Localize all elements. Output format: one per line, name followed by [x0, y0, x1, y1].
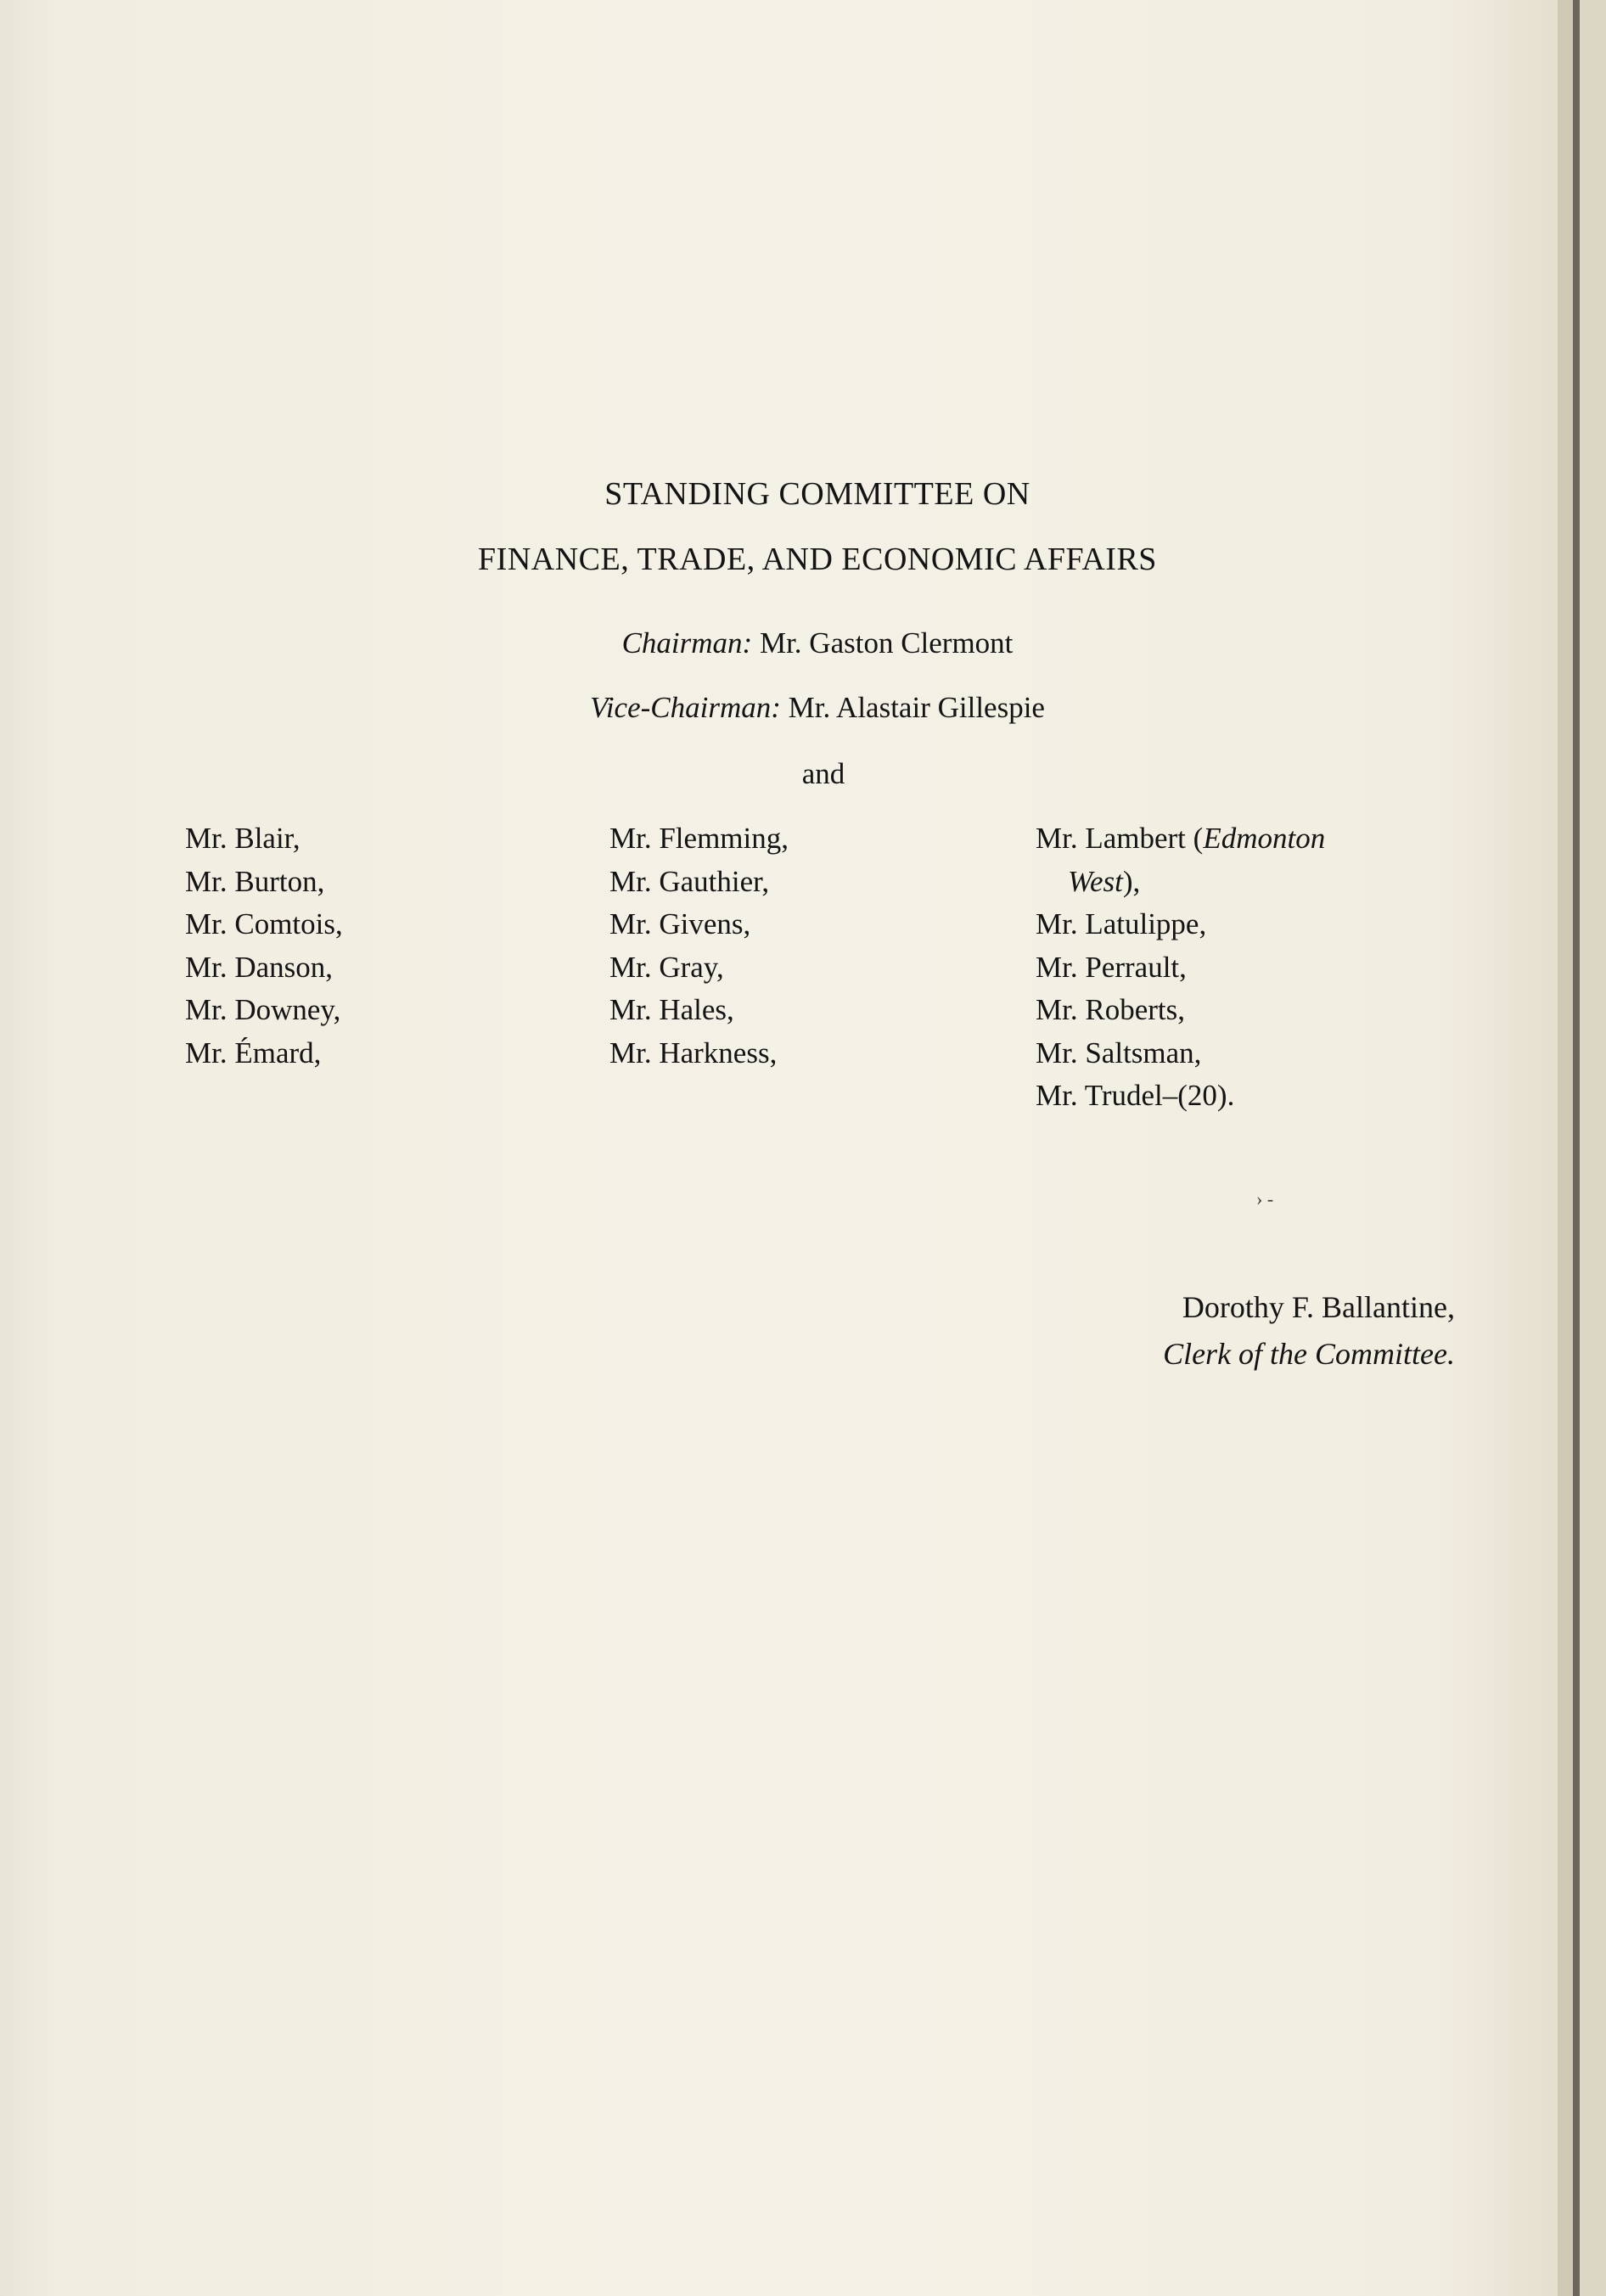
- member-latulippe: Mr. Latulippe,: [1036, 907, 1207, 940]
- committee-title-line-1: STANDING COMMITTEE ON: [604, 476, 1030, 512]
- lambert-prefix: Mr. Lambert (: [1036, 822, 1204, 855]
- lambert-riding-2: West: [1068, 864, 1123, 898]
- member-blair: Mr. Blair,: [185, 822, 300, 855]
- page-gutter: [1558, 0, 1573, 2296]
- chairman-line: [0, 626, 1606, 660]
- member-lambert-continuation: [1036, 861, 1325, 904]
- member-givens: Mr. Givens,: [609, 907, 751, 940]
- members-column-2: [609, 817, 789, 1075]
- member-comtois: Mr. Comtois,: [185, 907, 343, 940]
- vice-chairman-line: [0, 691, 1606, 725]
- member-gray: Mr. Gray,: [609, 950, 724, 984]
- lambert-suffix: ),: [1122, 864, 1141, 898]
- committee-title-line-2: FINANCE, TRADE, AND ECONOMIC AFFAIRS: [478, 542, 1157, 577]
- member-perrault: Mr. Perrault,: [1036, 950, 1187, 984]
- member-trudel: Mr. Trudel–(20).: [1036, 1079, 1235, 1112]
- members-column-1: [185, 817, 343, 1075]
- stray-mark: › -: [1256, 1188, 1274, 1210]
- member-saltsman: Mr. Saltsman,: [1036, 1036, 1202, 1069]
- member-danson: Mr. Danson,: [185, 950, 334, 984]
- members-column-3: [1036, 817, 1325, 1118]
- facing-page-edge: [1580, 0, 1606, 2296]
- member-lambert: [1036, 817, 1325, 861]
- clerk-signature: [1163, 1284, 1455, 1378]
- and-conjunction: and: [801, 757, 845, 790]
- vice-chairman-name: Mr. Alastair Gillespie: [788, 691, 1045, 724]
- member-emard: Mr. Émard,: [185, 1036, 322, 1069]
- member-burton: Mr. Burton,: [185, 864, 325, 898]
- member-roberts: Mr. Roberts,: [1036, 993, 1185, 1026]
- member-flemming: Mr. Flemming,: [609, 822, 789, 855]
- chairman-role: Chairman:: [621, 626, 753, 660]
- vice-chairman-role: Vice-Chairman:: [590, 691, 781, 724]
- member-gauthier: Mr. Gauthier,: [609, 864, 770, 898]
- member-downey: Mr. Downey,: [185, 993, 341, 1026]
- binding-edge: [1573, 0, 1580, 2296]
- clerk-name: Dorothy F. Ballantine,: [1182, 1290, 1455, 1324]
- chairman-name: Mr. Gaston Clermont: [759, 626, 1014, 660]
- member-harkness: Mr. Harkness,: [609, 1036, 778, 1069]
- clerk-title: Clerk of the Committee.: [1163, 1337, 1455, 1371]
- member-hales: Mr. Hales,: [609, 993, 734, 1026]
- lambert-riding-1: Edmonton: [1203, 822, 1326, 855]
